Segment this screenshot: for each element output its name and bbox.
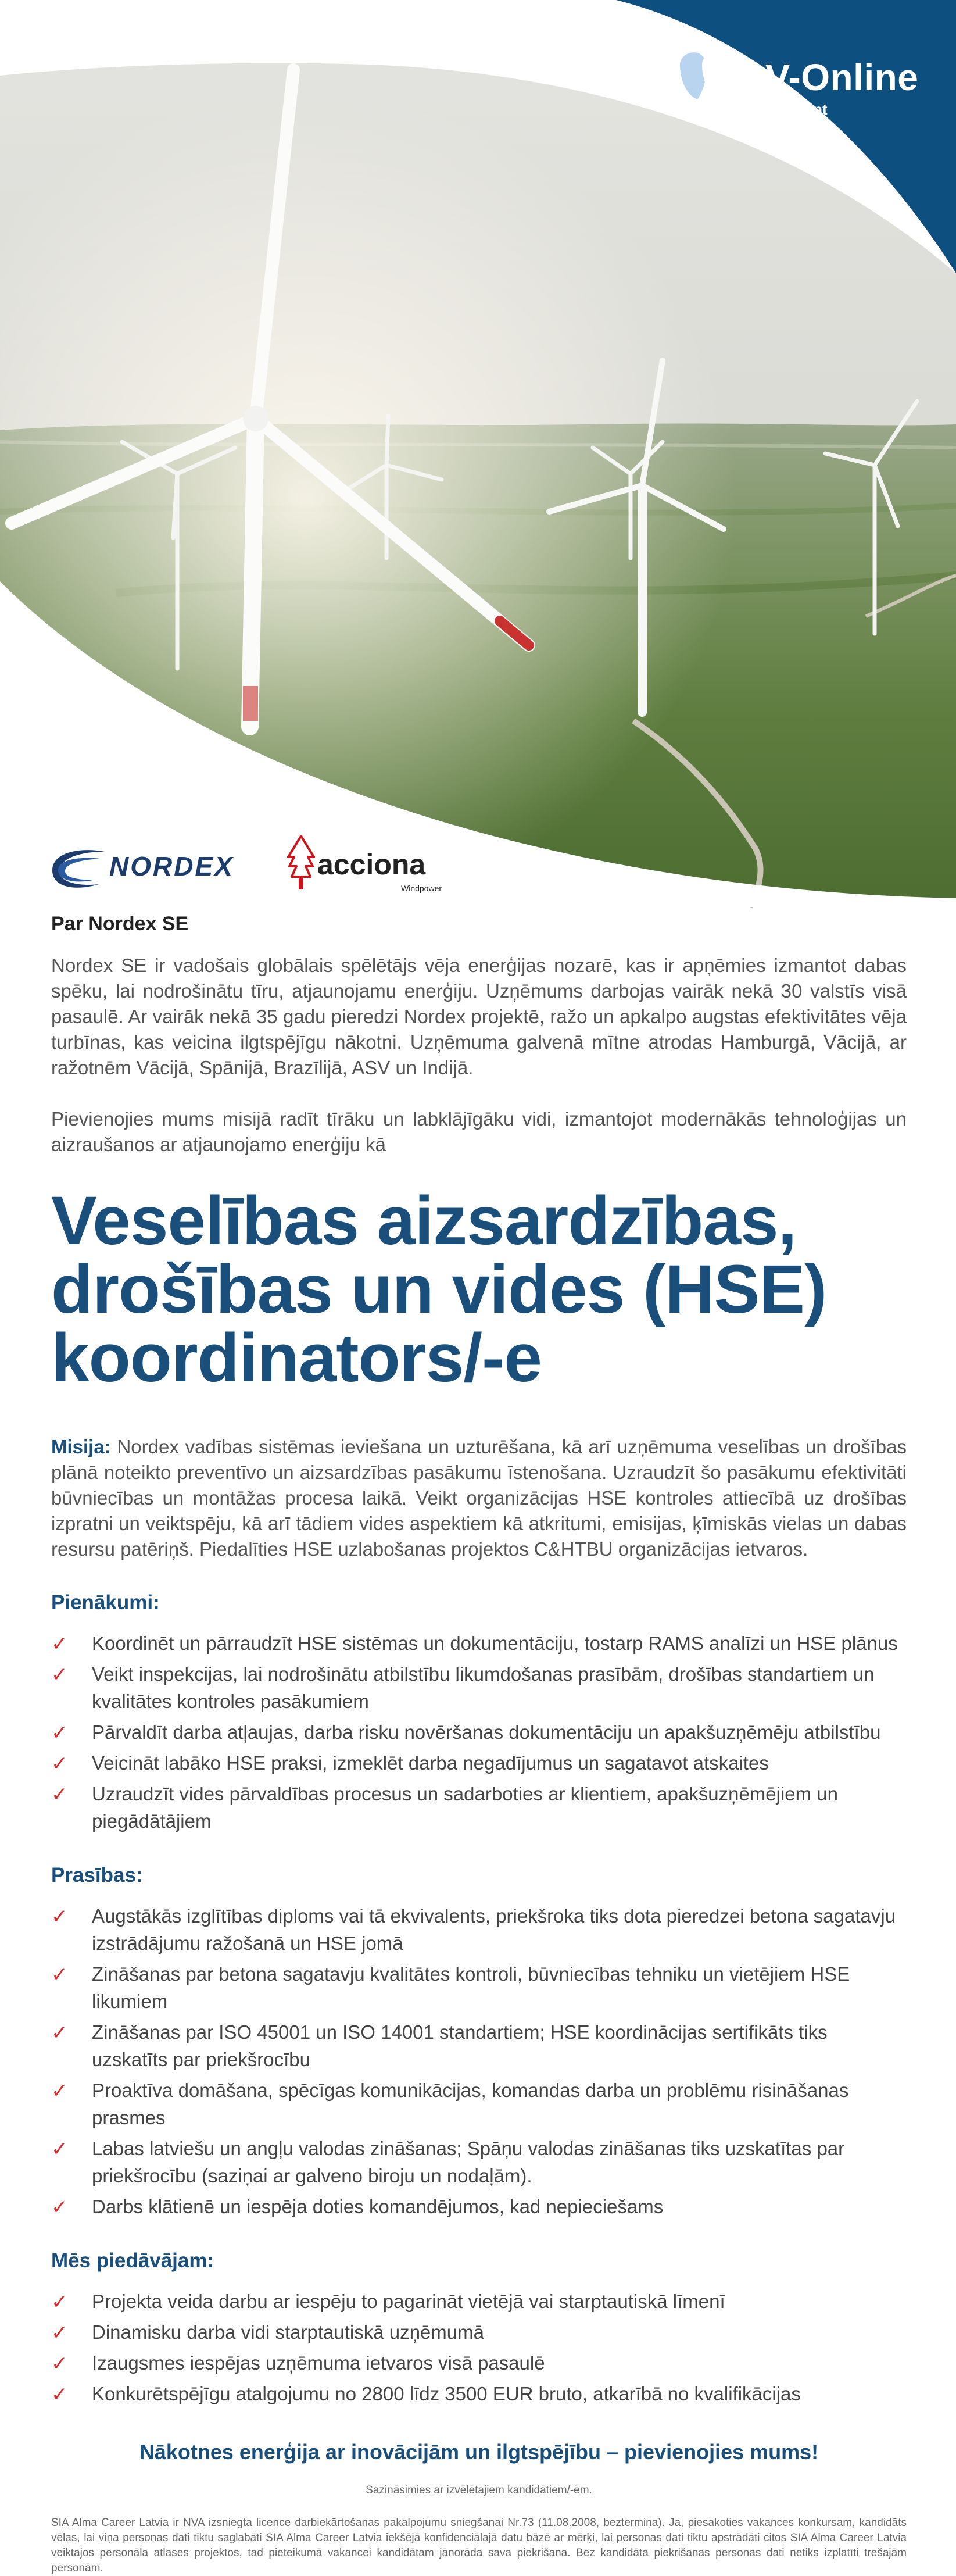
list-item: ✓ Koordinēt un pārraudzīt HSE sistēmas un dokumentāciju, tostarp RAMS analīzi un HSE plānus — [51, 1630, 907, 1657]
nordex-logo — [46, 834, 256, 898]
job-title-line-2: drošības un vides (HSE) — [51, 1251, 827, 1328]
list-item: ✓ Konkurētspējīgu atalgojumu no 2800 līdz 3500 EUR bruto, atkarībā no kvalifikācijas — [51, 2380, 907, 2407]
list-item: ✓ Labas latviešu un angļu valodas zināšanas; Spāņu valodas zināšanas tiks uzskatītas par priekšrocību (saziņai ar galveno biroju un nodaļām). — [51, 2135, 907, 2189]
closing-slogan: Nākotnes enerģija ar inovācijām un ilgtspējību – pievienojies mums! — [139, 2440, 819, 2464]
mission-text: Nordex vadības sistēmas ieviešana un uzturēšana, kā arī uzņēmuma veselības un drošības plānā noteikto preventīvo un aizsardzības pasākumu īstenošana. Uzraudzīt šo pasākumu efektivitāti būvniecības un montāžas procesa laikā. Veikt organizācijas HSE kontroles attiecībā uz drošības izpratni un veiktspēju, kā arī tādiem vides aspektiem kā atkritumi, emisijas, ķīmiskās vielas un dabas resursu patēriņš. Piedalīties HSE uzlabošanas projektos C&HTBU organizācijas ietvaros. — [51, 1436, 907, 1560]
job-ad-content — [51, 913, 907, 2576]
check-icon: ✓ — [51, 1664, 68, 1686]
offer-heading: Mēs piedāvājam: — [51, 2249, 214, 2272]
list-item: ✓ Dinamisku darba vidi starptautiskā uzņēmumā — [51, 2318, 907, 2346]
job-title — [51, 1182, 907, 1396]
check-icon: ✓ — [51, 1906, 68, 1928]
job-title-line-1: Veselības aizsardzības, — [51, 1182, 797, 1259]
list-item: ✓ Pārvaldīt darba atļaujas, darba risku novēršanas dokumentāciju un apakšuzņēmēju atbilstību — [51, 1718, 907, 1746]
offer-list — [51, 2288, 907, 2407]
list-item: ✓ Zināšanas par ISO 45001 un ISO 14001 standartiem; HSE koordinācijas sertifikāts tiks uzskatīts par priekšrocību — [51, 2018, 907, 2073]
list-item: ✓ Zināšanas par betona sagatavju kvalitātes kontroli, būvniecības tehniku un vietējiem HSE likumiem — [51, 1960, 907, 2015]
check-icon: ✓ — [51, 1784, 68, 1806]
cv-online-brand-name: CV-Online — [738, 56, 919, 98]
cv-online-brand-sub: Recruitment — [739, 101, 828, 118]
check-icon: ✓ — [51, 2138, 68, 2160]
nordex-wordmark: NORDEX — [109, 851, 234, 881]
duties-list — [51, 1630, 907, 1835]
acciona-wordmark: acciona — [317, 848, 426, 881]
check-icon: ✓ — [51, 1722, 68, 1744]
legal-disclaimer: SIA Alma Career Latvia ir NVA izsniegta licence darbiekārtošanas pakalpojumu sniegšanai Nr.73 (11.08.2008, beztermiņa). Ja, piesakoties vakances konkursam, kandidāts vēlas, lai viņa personas dati tiktu saglabāti SIA Alma Career Latvia iekšējā konfidenciālajā datu bāzē ar mērķi, lai personas dati tiktu apstrādāti citos SIA Alma Career Latvia veiktajos personāla atlases projektos, tad pieteikumā vakancei kandidātam jānorāda sava piekrišana. Bez kandidāta piekrišanas personas dati netiks izplatīti trešajām personām. — [51, 2517, 907, 2574]
requirements-heading: Prasības: — [51, 1864, 143, 1887]
nordex-swoosh-icon — [46, 834, 110, 898]
list-item: ✓ Uzraudzīt vides pārvaldības procesus un sadarboties ar klientiem, apakšuzņēmējiem un piegādātājiem — [51, 1780, 907, 1835]
cv-online-logo-icon — [675, 47, 733, 105]
acciona-subtitle: Windpower — [401, 884, 442, 893]
check-icon: ✓ — [51, 2322, 68, 2344]
list-item: ✓ Proaktīva domāšana, spēcīgas komunikācijas, komandas darba un problēmu risināšanas prasmes — [51, 2077, 907, 2131]
list-item: ✓ Veicināt labāko HSE praksi, izmeklēt darba negadījumus un sagatavot atskaites — [51, 1749, 907, 1777]
job-title-line-3: koordinators/-e — [51, 1320, 542, 1396]
check-icon: ✓ — [51, 2353, 68, 2375]
check-icon: ✓ — [51, 1633, 68, 1655]
check-icon: ✓ — [51, 2022, 68, 2044]
cv-online-logo — [675, 44, 919, 120]
check-icon: ✓ — [51, 1964, 68, 1986]
wind-farm-photo — [0, 0, 956, 907]
acciona-logo — [285, 831, 459, 901]
list-item: ✓ Veikt inspekcijas, lai nodrošinātu atbilstību likumdošanas prasībām, drošības standartiem un kvalitātes kontroles pasākumiem — [51, 1660, 907, 1715]
duties-heading: Pienākumi: — [51, 1591, 160, 1614]
list-item: ✓ Projekta veida darbu ar iespēju to pagarināt vietējā vai starptautiskā līmenī — [51, 2288, 907, 2315]
mission-paragraph — [51, 1434, 907, 1562]
about-heading: Par Nordex SE — [51, 913, 189, 935]
requirements-list — [51, 1902, 907, 2220]
hero-banner — [0, 0, 956, 907]
about-paragraph: Nordex SE ir vadošais globālais spēlētājs vēja enerģijas nozarē, kas ir apņēmies izmantot dabas spēku, lai nodrošinātu tīru, atjaunojamu enerģiju. Uzņēmums darbojas vairāk nekā 30 valstīs visā pasaulē. Ar vairāk nekā 35 gadu pieredzi Nordex projektē, ražo un apkalpo augstas efektivitātes vēja turbīnas, kas veicina ilgtspējīgu nākotni. Uzņēmuma galvenā mītne atrodas Hamburgā, Vācijā, ar ražotnēm Vācijā, Spānijā, Brazīlijā, ASV un Indijā. — [51, 955, 907, 1078]
mission-label: Misija: — [51, 1436, 111, 1457]
acciona-mark-icon — [285, 834, 317, 892]
check-icon: ✓ — [51, 2080, 68, 2102]
check-icon: ✓ — [51, 2291, 68, 2313]
check-icon: ✓ — [51, 1753, 68, 1775]
about-invitation: Pievienojies mums misijā radīt tīrāku un labklājīgāku vidi, izmantojot modernākās tehnoloģijas un aizraušanos ar atjaunojamo enerģiju kā — [51, 1108, 907, 1155]
contact-note: Sazināsimies ar izvēlētajiem kandidātiem/-ēm. — [366, 2484, 592, 2496]
list-item: ✓ Augstākās izglītības diploms vai tā ekvivalents, priekšroka tiks dota pieredzei betona sagatavju izstrādājumu ražošanā un HSE jomā — [51, 1902, 907, 1957]
check-icon: ✓ — [51, 2196, 68, 2218]
list-item: ✓ Darbs klātienē un iespēja doties komandējumos, kad nepieciešams — [51, 2193, 907, 2220]
list-item: ✓ Izaugsmes iespējas uzņēmuma ietvaros visā pasaulē — [51, 2349, 907, 2377]
check-icon: ✓ — [51, 2384, 68, 2406]
